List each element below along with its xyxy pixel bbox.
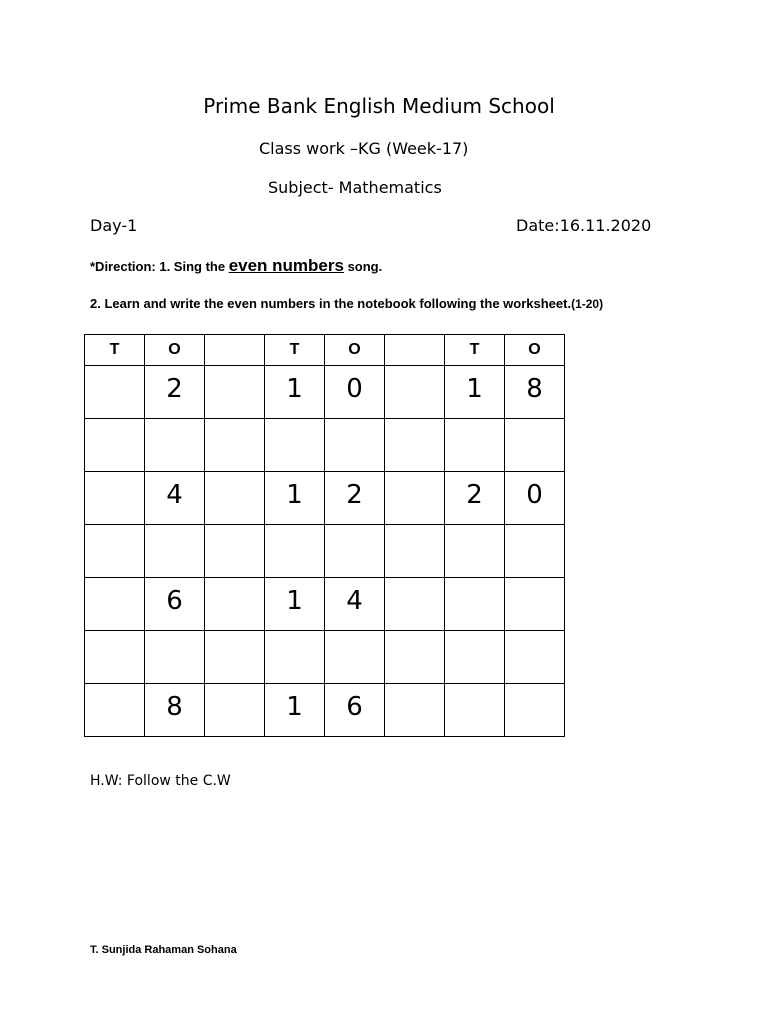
table-cell: [265, 419, 325, 472]
table-cell: [205, 578, 265, 631]
table-cell: [445, 684, 505, 737]
table-header-cell: T: [445, 335, 505, 366]
table-cell: [445, 578, 505, 631]
table-cell: [205, 684, 265, 737]
direction-line-1: [90, 256, 382, 276]
table-cell: [385, 578, 445, 631]
table-cell: [325, 631, 385, 684]
direction-emphasis: even numbers: [228, 256, 344, 275]
worksheet-table: [84, 334, 565, 737]
table-cell: [445, 631, 505, 684]
table-cell: 0: [505, 472, 565, 525]
table-cell: [505, 631, 565, 684]
table-cell: [145, 419, 205, 472]
table-cell: [385, 631, 445, 684]
subject-title: Subject- Mathematics: [268, 178, 442, 197]
table-cell: [205, 419, 265, 472]
table-cell: [505, 525, 565, 578]
school-name: Prime Bank English Medium School: [203, 94, 555, 118]
table-cell: [85, 419, 145, 472]
table-header-cell: O: [505, 335, 565, 366]
table-cell: [85, 525, 145, 578]
table-row: [85, 631, 565, 684]
homework-note: H.W: Follow the C.W: [90, 773, 231, 789]
table-cell: 1: [265, 684, 325, 737]
table-cell: [85, 631, 145, 684]
day-label: Day-1: [90, 216, 138, 235]
table-header-cell: [385, 335, 445, 366]
table-cell: 4: [325, 578, 385, 631]
direction-2-main: 2. Learn and write the even numbers in the notebook following the worksheet.: [90, 296, 572, 311]
class-work-title: Class work –KG (Week-17): [259, 139, 469, 158]
table-cell: [265, 631, 325, 684]
table-cell: [85, 366, 145, 419]
table-row: [85, 419, 565, 472]
table-row: [85, 525, 565, 578]
table-cell: 2: [325, 472, 385, 525]
table-cell: 8: [145, 684, 205, 737]
direction-suffix: song.: [343, 259, 383, 274]
table-cell: [385, 366, 445, 419]
table-cell: [445, 419, 505, 472]
table-cell: [385, 419, 445, 472]
table-cell: [145, 631, 205, 684]
table-row: [85, 684, 565, 737]
table-row: [85, 366, 565, 419]
table-cell: [385, 525, 445, 578]
table-cell: 6: [325, 684, 385, 737]
table-cell: [445, 525, 505, 578]
table-cell: [325, 419, 385, 472]
table-cell: 6: [145, 578, 205, 631]
table-cell: [505, 578, 565, 631]
table-header-cell: O: [325, 335, 385, 366]
teacher-name: T. Sunjida Rahaman Sohana: [90, 944, 237, 956]
date-label: Date:16.11.2020: [516, 216, 652, 235]
direction-prefix: *Direction: 1. Sing the: [90, 259, 229, 274]
table-cell: 4: [145, 472, 205, 525]
table-cell: [205, 366, 265, 419]
table-cell: 1: [265, 578, 325, 631]
table-cell: [145, 525, 205, 578]
table-header-cell: O: [145, 335, 205, 366]
table-cell: [205, 525, 265, 578]
table-cell: 1: [445, 366, 505, 419]
table-cell: [205, 472, 265, 525]
table-cell: [325, 525, 385, 578]
table-cell: [505, 419, 565, 472]
table-cell: 1: [265, 366, 325, 419]
table-cell: 0: [325, 366, 385, 419]
table-cell: 1: [265, 472, 325, 525]
table-cell: [505, 684, 565, 737]
table-cell: 2: [145, 366, 205, 419]
table-row: [85, 472, 565, 525]
table-header-row: [85, 335, 565, 366]
table-cell: [205, 631, 265, 684]
table-cell: 8: [505, 366, 565, 419]
table-cell: 2: [445, 472, 505, 525]
table-cell: [385, 472, 445, 525]
table-header-cell: [205, 335, 265, 366]
table-cell: [85, 578, 145, 631]
direction-2-range: (1-20): [571, 297, 604, 311]
direction-line-2: [90, 296, 603, 311]
table-header-cell: T: [265, 335, 325, 366]
table-header-cell: T: [85, 335, 145, 366]
table-cell: [385, 684, 445, 737]
table-row: [85, 578, 565, 631]
table-cell: [85, 684, 145, 737]
table-cell: [85, 472, 145, 525]
table-cell: [265, 525, 325, 578]
